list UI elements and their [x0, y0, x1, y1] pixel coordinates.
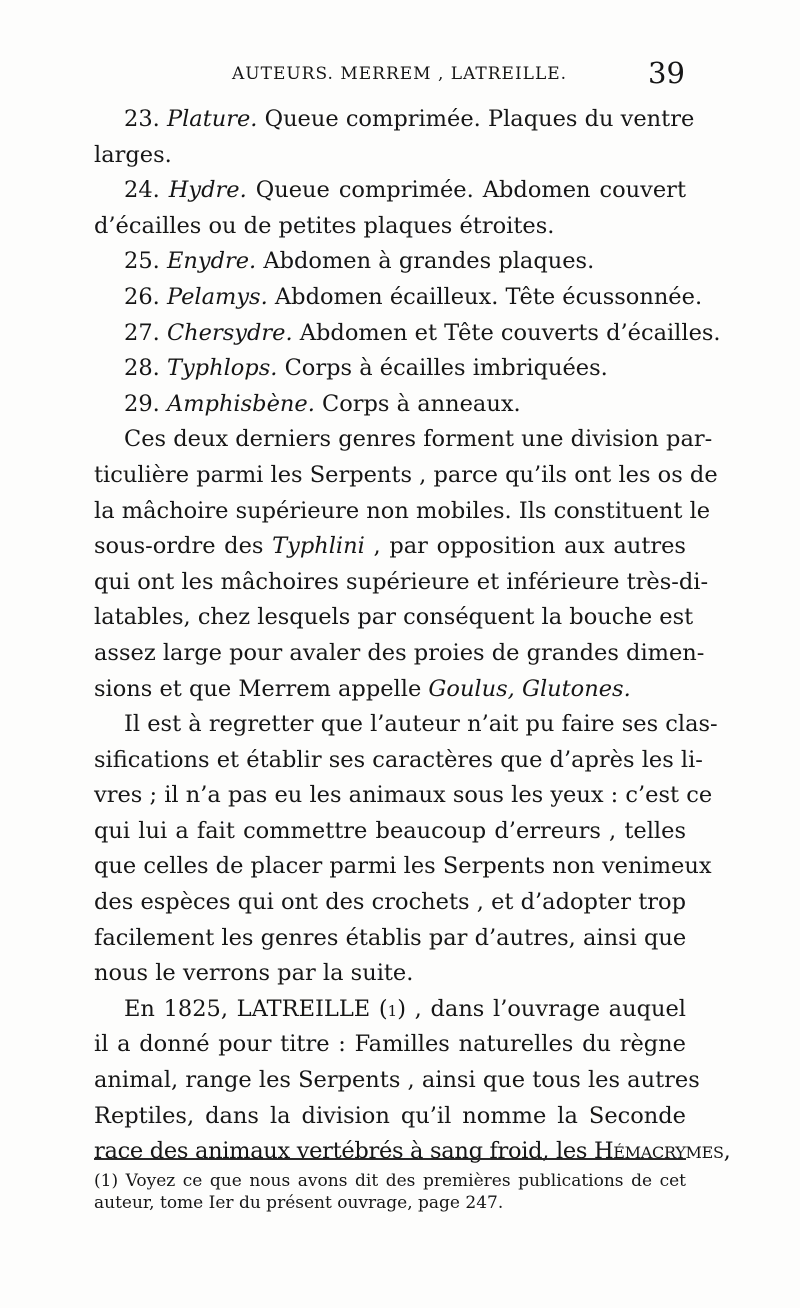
footnote-ref: 1	[387, 1001, 398, 1020]
group-name: Goulus, Glutones.	[428, 675, 631, 702]
paragraph-1-line: latables, chez lesquels par conséquent la bouche est	[94, 604, 694, 631]
paragraph-2-line: Il est à regretter que l’auteur n’ait pu faire ses clas-	[124, 711, 718, 738]
genus-name: Chersydre.	[166, 319, 293, 346]
genus-name: Amphisbène.	[166, 390, 315, 417]
entry-29: 29. Amphisbène. Corps à anneaux.	[124, 390, 521, 417]
footnote-divider	[94, 1158, 686, 1160]
class-name: Hémacrymes	[593, 1138, 724, 1165]
paragraph-2-line: facilement les genres établis par d’autres, ainsi que	[94, 924, 687, 951]
entry-24-continued: d’écailles ou de petites plaques étroites.	[94, 212, 555, 239]
body-text	[94, 102, 731, 1170]
paragraph-1-line: Ces deux derniers genres forment une division par-	[124, 426, 713, 453]
paragraph-2-line: que celles de placer parmi les Serpents non venimeux	[94, 853, 712, 880]
entry-24: 24. Hydre. Queue comprimée. Abdomen couvert	[124, 177, 686, 204]
paragraph-2-line: des espèces qui ont des crochets , et d’adopter trop	[94, 889, 686, 916]
footnote-line: (1) Voyez ce que nous avons dit des premières publications de cet	[94, 1171, 686, 1191]
entry-23: 23. Plature. Queue comprimée. Plaques du ventre	[124, 106, 695, 132]
genus-name: Typhlops.	[166, 355, 278, 382]
entry-25: 25. Enydre. Abdomen à grandes plaques.	[124, 248, 595, 275]
suborder-name: Typhlini	[272, 533, 365, 560]
paragraph-2-line: nous le verrons par la suite.	[94, 960, 414, 987]
paragraph-1-line: assez large pour avaler des proies de grandes dimen-	[94, 639, 705, 666]
footnote	[94, 1170, 686, 1214]
paragraph-3-line: Reptiles, dans la division qu’il nomme la Seconde	[94, 1102, 686, 1129]
genus-name: Pelamys.	[166, 283, 268, 310]
entry-28: 28. Typhlops. Corps à écailles imbriquées.	[124, 355, 608, 382]
paragraph-1-line: sions et que Merrem appelle Goulus, Glutones.	[94, 675, 631, 702]
page-number: 39	[648, 56, 685, 90]
entry-23-continued: larges.	[94, 141, 172, 168]
paragraph-1-line: la mâchoire supérieure non mobiles. Ils constituent le	[94, 497, 711, 524]
paragraph-1-line: sous-ordre des Typhlini , par opposition aux autres	[94, 533, 686, 560]
running-title: AUTEURS. MERREM , LATREILLE.	[232, 64, 568, 84]
paragraph-3-line: il a donné pour titre : Familles naturelles du règne	[94, 1031, 686, 1058]
genus-name: Enydre.	[166, 248, 257, 275]
paragraph-2-line: sifications et établir ses caractères que d’après les li-	[94, 746, 703, 773]
genus-name: Hydre.	[168, 177, 247, 204]
running-head	[0, 56, 800, 96]
entry-26: 26. Pelamys. Abdomen écailleux. Tête écussonnée.	[124, 283, 703, 310]
genus-name: Plature.	[166, 106, 258, 132]
paragraph-3-line: race des animaux vertébrés à sang froid, les Hémacrymes,	[94, 1138, 731, 1165]
paragraph-3-line: animal, range les Serpents , ainsi que tous les autres	[94, 1067, 700, 1094]
paragraph-2-line: vres ; il n’a pas eu les animaux sous les yeux : c’est ce	[94, 782, 713, 809]
paragraph-1-line: qui ont les mâchoires supérieure et inférieure très-di-	[94, 568, 709, 595]
footnote-line: auteur, tome Ier du présent ouvrage, page 247.	[94, 1193, 504, 1213]
paragraph-3-line: En 1825, LATREILLE (1) , dans l’ouvrage auquel	[124, 995, 686, 1022]
paragraph-1-line: ticulière parmi les Serpents , parce qu’ils ont les os de	[94, 461, 718, 488]
paragraph-2-line: qui lui a fait commettre beaucoup d’erreurs , telles	[94, 817, 686, 844]
entry-27: 27. Chersydre. Abdomen et Tête couverts d’écailles.	[124, 319, 721, 346]
